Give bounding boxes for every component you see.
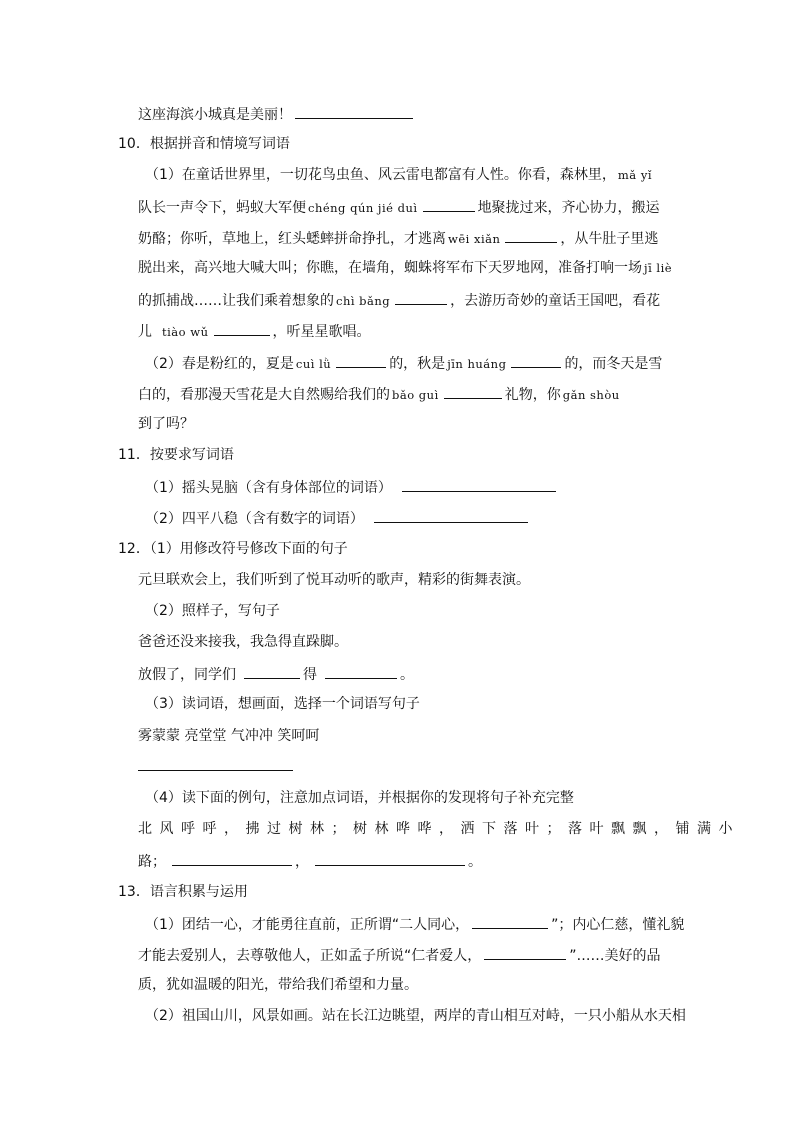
- answer-blank[interactable]: [325, 663, 397, 679]
- q13-1-line-1: [145, 913, 684, 935]
- text: 地聚拢过来，齐心协力，搬运: [477, 200, 660, 216]
- answer-blank[interactable]: [505, 227, 557, 243]
- answer-blank[interactable]: [395, 289, 447, 305]
- q10-2-line-1: [145, 352, 662, 374]
- pinyin: chéng qún jié duì: [308, 201, 418, 215]
- q12-3-title: （3）读词语，想画面，选择一个词语写句子: [145, 696, 420, 712]
- q12-example: 爸爸还没来接我，我急得直跺脚。: [138, 634, 348, 650]
- text: 脱出来，高兴地大喊大叫；你瞧，在墙角，蜘蛛将军布下天罗地网，准备打响一场: [138, 260, 642, 276]
- q10-1-line-2: [138, 196, 660, 218]
- text: （2）春是粉红的，夏是: [145, 356, 294, 372]
- q12-sentence-1: 元旦联欢会上，我们听到了悦耳动听的歌声，精彩的街舞表演。: [138, 572, 530, 588]
- text: 的抓捕战……让我们乘着想象的: [138, 293, 334, 309]
- q10-2-line-3: 到了吗？: [138, 416, 194, 432]
- pinyin: gǎn shòu: [562, 388, 620, 402]
- text: ，: [295, 854, 309, 870]
- q13-1-line-3: 质，犹如温暖的阳光，带给我们希望和力量。: [138, 977, 418, 993]
- q12-fill-line: [138, 663, 414, 685]
- q13-2-line-1: （2）祖国山川，风景如画。站在长江边眺望，两岸的青山相互对峙，一只小船从水天相: [145, 1008, 686, 1024]
- text: ，去游历奇妙的童话王国吧，看花: [450, 293, 661, 309]
- text: 礼物，你: [504, 387, 561, 403]
- pinyin: chì bǎng: [336, 294, 391, 308]
- q12-complete-line: [138, 850, 482, 872]
- sentence-text: 这座海滨小城真是美丽！: [138, 107, 292, 123]
- q10-1-line-4: [138, 258, 674, 278]
- pinyin: jīn huáng: [447, 357, 507, 371]
- pinyin: jī liè: [644, 261, 673, 275]
- answer-blank[interactable]: [172, 850, 292, 866]
- text: 队长一声令下，蚂蚁大军便: [138, 200, 306, 216]
- text: ，听星星歌唱。: [272, 324, 371, 340]
- q11-title: 11．按要求写词语: [118, 447, 234, 463]
- text: 。: [400, 667, 414, 683]
- answer-blank[interactable]: [423, 196, 475, 212]
- answer-blank[interactable]: [402, 476, 556, 492]
- text: 路；: [138, 854, 166, 870]
- text: 奶酪；你听，草地上，红头蟋蟀拼命挣扎，才逃离: [138, 231, 446, 247]
- q13-title: 13．语言积累与运用: [118, 884, 248, 900]
- text: 放假了，同学们: [138, 667, 236, 683]
- answer-blank[interactable]: [472, 913, 548, 929]
- answer-blank[interactable]: [315, 850, 465, 866]
- answer-line[interactable]: [138, 769, 293, 771]
- text: 才能去爱别人，去尊敬他人，正如孟子所说“仁者爱人，: [138, 948, 482, 964]
- text: 白的，看那漫天雪花是大自然赐给我们的: [138, 387, 390, 403]
- q10-1-line-6: [138, 320, 371, 342]
- answer-blank[interactable]: [214, 320, 270, 336]
- answer-blank[interactable]: [444, 383, 502, 399]
- text: ，从牛肚子里逃: [560, 231, 659, 247]
- answer-blank[interactable]: [295, 103, 413, 119]
- answer-blank[interactable]: [336, 352, 386, 368]
- q12-example-sentence: 北风呼呼，拂过树林；树林哗哗，洒下落叶；落叶飘飘，铺满小: [138, 821, 740, 837]
- pinyin: cuì lǜ: [295, 357, 332, 371]
- answer-blank[interactable]: [374, 507, 528, 523]
- text: 儿: [138, 324, 152, 340]
- pinyin: tiào wǔ: [162, 325, 209, 339]
- q11-1: [145, 476, 559, 498]
- q10-2-line-2: [138, 383, 622, 405]
- text: 。: [468, 854, 482, 870]
- pinyin: wēi xiǎn: [448, 232, 501, 246]
- answer-blank[interactable]: [244, 663, 300, 679]
- text: ”……美好的品: [569, 948, 661, 964]
- text: 的，而冬天是雪: [564, 356, 663, 372]
- answer-blank[interactable]: [511, 352, 561, 368]
- q9-last-line: [138, 103, 416, 125]
- text: （2）四平八稳（含有数字的词语）: [145, 511, 364, 527]
- q10-title: 10．根据拼音和情境写词语: [118, 136, 290, 152]
- text: （1）摇头晃脑（含有身体部位的词语）: [145, 480, 392, 496]
- pinyin: mǎ yǐ: [617, 168, 652, 182]
- q12-title: 12．（1）用修改符号修改下面的句子: [118, 541, 348, 557]
- q12-word-list: 雾蒙蒙 亮堂堂 气冲冲 笑呵呵: [138, 728, 320, 744]
- text: ”；内心仁慈，懂礼貌: [551, 917, 685, 933]
- q11-2: [145, 507, 531, 529]
- pinyin: bǎo guì: [392, 388, 439, 402]
- q10-1-line-5: [138, 289, 660, 311]
- text: （1）在童话世界里，一切花鸟虫鱼、风云雷电都富有人性。你看，森林里，: [145, 167, 616, 183]
- q13-1-line-2: [138, 944, 661, 966]
- q12-2-title: （2）照样子，写句子: [145, 603, 280, 619]
- q12-4-title: （4）读下面的例句，注意加点词语，并根据你的发现将句子补充完整: [145, 790, 574, 806]
- text: 得: [303, 667, 317, 683]
- text: 的，秋是: [389, 356, 446, 372]
- answer-blank[interactable]: [484, 944, 566, 960]
- q10-1-line-3: [138, 227, 658, 249]
- text: （1）团结一心，才能勇往直前，正所谓“二人同心，: [145, 917, 470, 933]
- q10-1-line-1: [145, 165, 654, 185]
